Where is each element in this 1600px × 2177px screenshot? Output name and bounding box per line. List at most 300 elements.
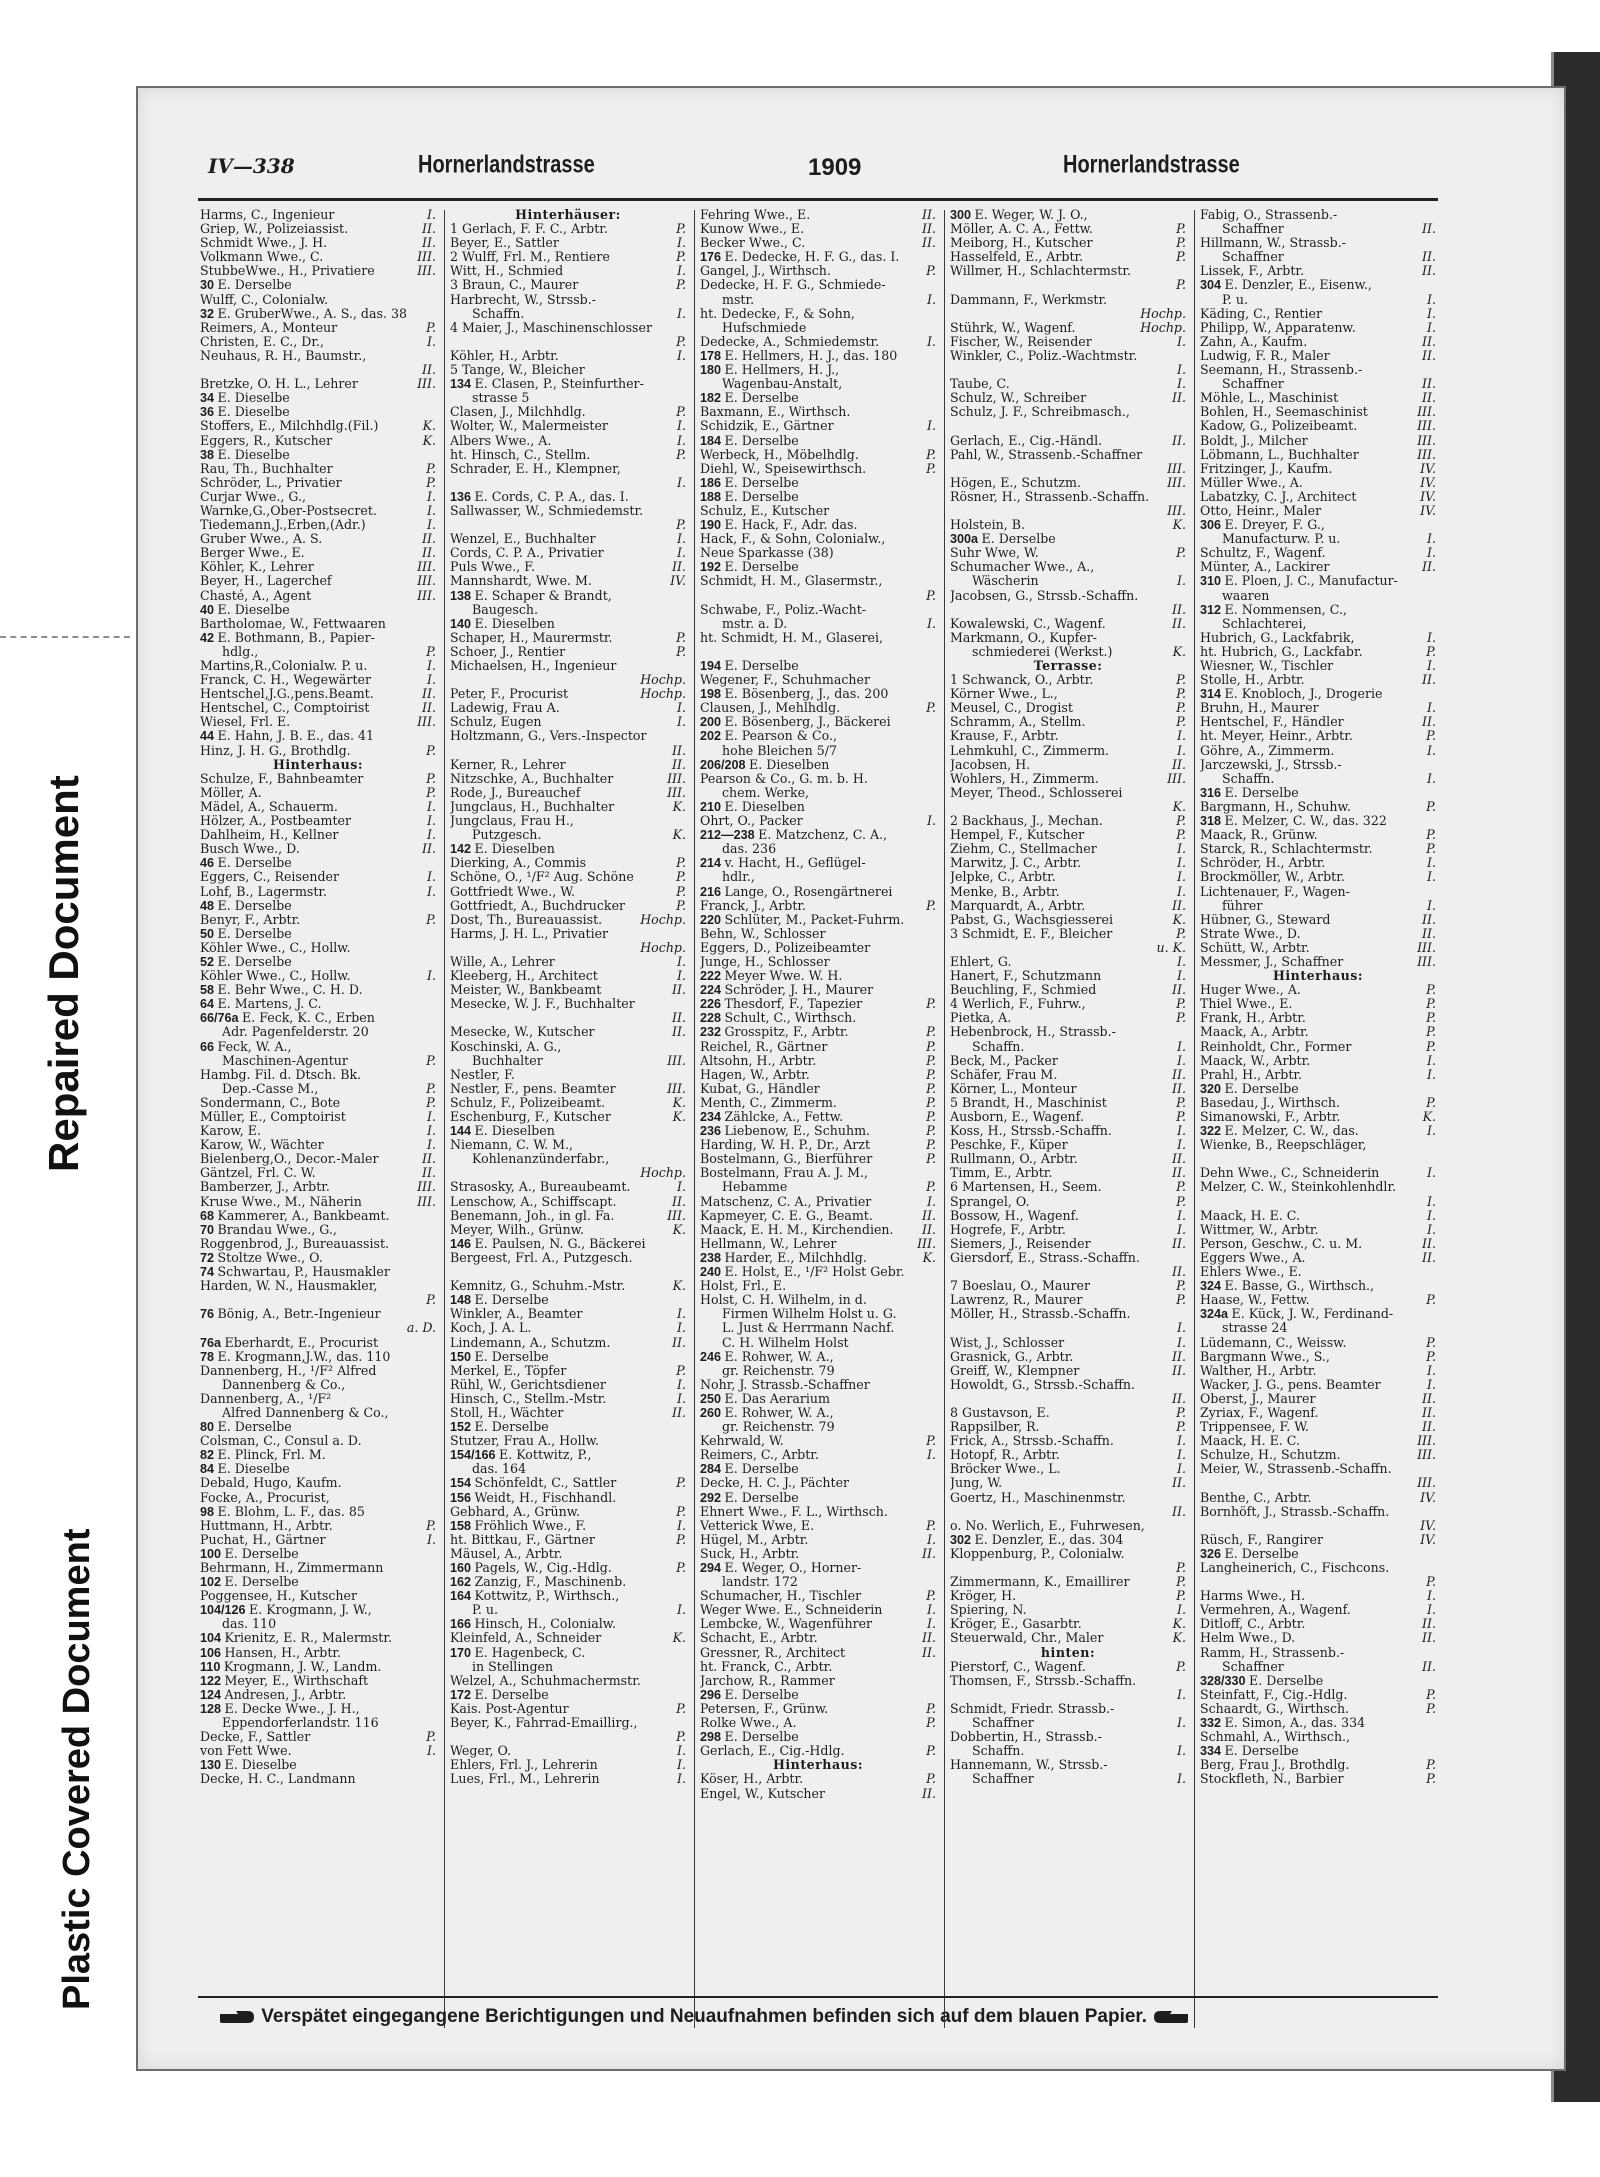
floor-marker: II. xyxy=(672,983,686,998)
directory-entry xyxy=(700,1476,936,1490)
house-number: 110 xyxy=(200,1659,224,1674)
entry-text: Marquardt, A., Arbtr. xyxy=(950,898,1086,913)
floor-marker: I. xyxy=(677,1321,686,1336)
directory-entry xyxy=(1200,1110,1436,1124)
entry-text: das. 236 xyxy=(722,842,777,857)
house-number: 178 xyxy=(700,348,725,363)
entry-text: Prahl, H., Arbtr. xyxy=(1200,1067,1303,1082)
directory-entry xyxy=(450,349,686,363)
directory-entry xyxy=(950,532,1186,546)
directory-entry xyxy=(950,405,1186,419)
entry-text: Dehn Wwe., C., Schneiderin xyxy=(1200,1166,1380,1181)
directory-entry xyxy=(450,1124,686,1138)
entry-text: Bargmann Wwe., S., xyxy=(1200,1349,1330,1364)
entry-text xyxy=(450,476,674,490)
entry-text: Schulz, E., Kutscher xyxy=(700,503,830,518)
floor-marker: K. xyxy=(1172,518,1186,533)
entry-text: 316 E. Derselbe xyxy=(1200,785,1299,800)
floor-marker: II. xyxy=(422,1166,436,1181)
house-number: 42 xyxy=(200,630,218,645)
directory-entry xyxy=(950,1152,1186,1166)
entry-text: Melzer, C. W., Steinkohlenhdlr. xyxy=(1200,1180,1397,1195)
directory-entry xyxy=(1200,1251,1436,1265)
directory-entry xyxy=(450,1491,686,1505)
floor-marker: P. xyxy=(426,912,436,927)
entry-text: Beck, M., Packer xyxy=(950,1053,1058,1068)
entry-text: 178 E. Hellmers, H. J., das. 180 xyxy=(700,348,898,363)
entry-text: hdlr., xyxy=(722,870,755,885)
directory-entry xyxy=(950,1321,1186,1335)
entry-text: 100 E. Derselbe xyxy=(200,1546,299,1561)
entry-text: Rode, J., Bureauchef xyxy=(450,785,581,800)
directory-entry xyxy=(1200,293,1436,307)
entry-text: Siemers, J., Reisender xyxy=(950,1236,1091,1251)
floor-marker: IV. xyxy=(1420,461,1436,476)
directory-entry xyxy=(700,462,936,476)
entry-text: Rühl, W., Gerichtsdiener xyxy=(450,1377,606,1392)
floor-marker: I. xyxy=(427,870,436,885)
entry-text: Kohlenanzünderfabr., xyxy=(472,1152,610,1167)
directory-entry xyxy=(700,1025,936,1039)
directory-entry xyxy=(700,617,936,631)
entry-text: ht. Hubrich, G., Lackfabr. xyxy=(1200,644,1363,659)
directory-entry xyxy=(1200,955,1436,969)
entry-text: Peschke, F., Küper xyxy=(950,1138,1068,1153)
directory-entry xyxy=(700,1110,936,1124)
entry-text: Köhler Wwe., C., Hollw. xyxy=(200,940,351,955)
directory-entry xyxy=(700,1603,936,1617)
floor-marker: II. xyxy=(1422,391,1436,406)
entry-text: Maschinen-Agentur xyxy=(222,1053,348,1068)
entry-text: Münter, A., Lackirer xyxy=(1200,560,1330,575)
entry-text: Stoll, H., Wächter xyxy=(450,1405,564,1420)
floor-marker: P. xyxy=(676,518,686,533)
directory-entry xyxy=(700,1336,936,1350)
entry-text: Hebenbrock, H., Strassb.- xyxy=(950,1025,1116,1040)
floor-marker: I. xyxy=(427,1124,436,1139)
entry-text: Winkler, A., Beamter xyxy=(450,1307,583,1322)
directory-entry xyxy=(950,645,1186,659)
directory-entry xyxy=(450,645,686,659)
floor-marker: P. xyxy=(676,630,686,645)
floor-marker: K. xyxy=(1422,1110,1436,1124)
directory-entry xyxy=(200,744,436,758)
house-number: 36 xyxy=(200,405,218,420)
floor-marker: I. xyxy=(677,1180,686,1195)
house-number: 66 xyxy=(200,1039,218,1054)
street-name-right: Hornerlandstrasse xyxy=(1063,151,1240,179)
directory-entry xyxy=(450,1533,686,1547)
floor-marker: I. xyxy=(677,546,686,561)
directory-entry xyxy=(950,434,1186,448)
entry-text: Dannenberg & Co., xyxy=(222,1377,346,1392)
directory-entry xyxy=(1200,1603,1436,1617)
directory-entry xyxy=(950,1462,1186,1476)
entry-text: Jarchow, R., Rammer xyxy=(700,1673,835,1688)
floor-marker: II. xyxy=(1172,1363,1186,1378)
floor-marker: P. xyxy=(926,1053,936,1068)
entry-text: 232 Grosspitz, F., Arbtr. xyxy=(700,1025,849,1040)
entry-text: Bretzke, O. H. L., Lehrer xyxy=(200,377,358,392)
directory-entry xyxy=(450,518,686,532)
entry-text: Schulz, J. F., Schreibmasch., xyxy=(950,405,1130,420)
house-number: 164 xyxy=(450,1589,475,1604)
house-number: 66/76a xyxy=(200,1011,243,1026)
entry-text: Berger Wwe., E. xyxy=(200,546,305,561)
directory-entry xyxy=(1200,1561,1436,1575)
directory-entry xyxy=(950,250,1186,264)
directory-entry xyxy=(200,1547,436,1561)
directory-entry xyxy=(200,1293,436,1307)
directory-entry xyxy=(700,1702,936,1716)
directory-entry xyxy=(450,758,686,772)
repaired-document-label: Repaired Document xyxy=(40,775,87,1172)
entry-text: Chasté, A., Agent xyxy=(200,588,312,603)
entry-text: 216 Lange, O., Rosengärtnerei xyxy=(700,884,893,899)
floor-marker: P. xyxy=(1176,1405,1186,1420)
floor-marker: P. xyxy=(1426,842,1436,857)
floor-marker: I. xyxy=(1177,969,1186,984)
directory-entry xyxy=(1200,1279,1436,1293)
directory-entry xyxy=(450,856,686,870)
entry-text: Schaffn. xyxy=(472,306,525,321)
directory-entry xyxy=(1200,349,1436,363)
directory-entry xyxy=(700,1561,936,1575)
floor-marker: III. xyxy=(1417,447,1436,462)
entry-text: Möller, A. C. A., Fettw. xyxy=(950,222,1093,237)
directory-entry xyxy=(1200,603,1436,617)
floor-marker: P. xyxy=(426,1293,436,1308)
directory-entry xyxy=(200,278,436,292)
house-number: 300a xyxy=(950,532,982,547)
directory-entry xyxy=(950,617,1186,631)
directory-entry xyxy=(450,1265,686,1279)
floor-marker: IV. xyxy=(1420,503,1436,518)
floor-marker: I. xyxy=(1177,856,1186,871)
entry-text: 184 E. Derselbe xyxy=(700,433,799,448)
directory-entry xyxy=(450,1223,686,1237)
directory-entry xyxy=(200,574,436,588)
entry-text: 226 Thesdorf, F., Tapezier xyxy=(700,997,863,1012)
entry-text: Hentschel, C., Comptoirist xyxy=(200,701,370,716)
directory-entry xyxy=(700,1505,936,1519)
directory-entry xyxy=(950,1350,1186,1364)
directory-entry xyxy=(450,377,686,391)
directory-entry xyxy=(700,391,936,405)
entry-text: Matschenz, C. A., Privatier xyxy=(700,1194,872,1209)
directory-entry xyxy=(700,490,936,504)
entry-text: Eschenburg, F., Kutscher xyxy=(450,1110,611,1124)
entry-text: Köhler, H., Arbtr. xyxy=(450,348,559,363)
directory-entry xyxy=(950,560,1186,574)
house-number: 328/330 xyxy=(1200,1673,1250,1688)
directory-entry xyxy=(450,293,686,307)
entry-text: Högen, E., Schutzm. xyxy=(950,475,1081,490)
floor-marker: P. xyxy=(926,701,936,716)
floor-marker: P. xyxy=(676,1561,686,1575)
directory-entry xyxy=(950,363,1186,377)
entry-text: das. 110 xyxy=(222,1617,277,1632)
entry-text: Spiering, N. xyxy=(950,1603,1027,1618)
entry-text: 142 E. Dieselben xyxy=(450,842,555,857)
floor-marker: I. xyxy=(677,701,686,716)
entry-text: 44 E. Hahn, J. B. E., das. 41 xyxy=(200,729,375,744)
directory-entry xyxy=(700,955,936,969)
floor-marker: III. xyxy=(417,250,436,265)
directory-entry xyxy=(200,1336,436,1350)
directory-entry xyxy=(450,1364,686,1378)
floor-marker: I. xyxy=(677,954,686,969)
floor-marker: P. xyxy=(1426,1772,1436,1787)
entry-text: Lissek, F., Arbtr. xyxy=(1200,264,1305,279)
entry-text: Schulz, W., Schreiber xyxy=(950,391,1087,406)
directory-entry xyxy=(200,1321,436,1335)
directory-entry xyxy=(700,1533,936,1547)
directory-entry xyxy=(1200,1462,1436,1476)
directory-entry xyxy=(700,1631,936,1645)
entry-text: Schröder, L., Privatier xyxy=(200,475,342,490)
entry-text: Schaffn. xyxy=(972,1744,1025,1759)
directory-entry xyxy=(200,1674,436,1688)
directory-entry xyxy=(950,1124,1186,1138)
entry-text: Käding, C., Rentier xyxy=(1200,306,1322,321)
floor-marker: II. xyxy=(922,236,936,251)
entry-text: Vetterick Wwe, E. xyxy=(700,1518,815,1533)
floor-marker: III. xyxy=(417,574,436,589)
floor-marker: I. xyxy=(1427,546,1436,561)
floor-marker: II. xyxy=(672,1011,686,1026)
entry-text: Peter, F., Procurist xyxy=(450,687,569,702)
floor-marker: II. xyxy=(1422,715,1436,730)
entry-text: StubbeWwe., H., Privatiere xyxy=(200,264,375,279)
floor-marker: P. xyxy=(1176,1575,1186,1590)
entry-text: Hogrefe, F., Arbtr. xyxy=(950,1222,1066,1237)
directory-entry xyxy=(450,363,686,377)
floor-marker: I. xyxy=(1427,1222,1436,1237)
entry-text: Dost, Th., Bureauassist. xyxy=(450,912,603,927)
entry-text: Schramm, A., Stellm. xyxy=(950,715,1086,730)
directory-entry xyxy=(1200,1378,1436,1392)
floor-marker: P. xyxy=(426,1518,436,1533)
floor-marker: II. xyxy=(422,842,436,857)
entry-text xyxy=(450,1166,637,1180)
directory-entry xyxy=(450,419,686,433)
directory-entry xyxy=(1200,885,1436,899)
entry-text: 48 E. Derselbe xyxy=(200,898,292,913)
house-number: 82 xyxy=(200,1448,218,1463)
directory-entry xyxy=(700,842,936,856)
floor-marker: I. xyxy=(427,673,436,688)
entry-text: Beyer, H., Lagerchef xyxy=(200,574,332,589)
house-number: 188 xyxy=(700,489,725,504)
directory-entry xyxy=(200,504,436,518)
house-number: 322 xyxy=(1200,1124,1225,1139)
house-number: 324 xyxy=(1200,1279,1225,1294)
directory-entry xyxy=(950,462,1186,476)
floor-marker: P. xyxy=(926,461,936,476)
entry-text: Pahl, W., Strassenb.-Schaffner xyxy=(950,447,1143,462)
directory-entry xyxy=(1200,1646,1436,1660)
entry-text: Pearson & Co., G. m. b. H. xyxy=(700,771,868,786)
floor-marker: I. xyxy=(1177,1448,1186,1463)
entry-text: Harms, J. H. L., Privatier xyxy=(450,926,609,941)
floor-marker: I. xyxy=(927,1603,936,1618)
entry-text: 40 E. Dieselbe xyxy=(200,602,290,617)
directory-entry xyxy=(1200,1505,1436,1519)
directory-entry xyxy=(700,772,936,786)
directory-entry xyxy=(200,870,436,884)
directory-entry xyxy=(1200,1096,1436,1110)
floor-marker: I. xyxy=(677,1744,686,1759)
directory-entry xyxy=(200,1040,436,1054)
directory-entry xyxy=(200,307,436,321)
directory-entry xyxy=(200,1519,436,1533)
entry-text: Weger, O. xyxy=(450,1744,512,1759)
directory-entry xyxy=(950,1364,1186,1378)
directory-entry xyxy=(200,490,436,504)
entry-text xyxy=(1200,1195,1424,1209)
floor-marker: III. xyxy=(417,1194,436,1209)
entry-text: Hanert, F., Schutzmann xyxy=(950,969,1102,984)
floor-marker: I. xyxy=(1177,1772,1186,1787)
entry-text: Eggers Wwe., A. xyxy=(1200,1250,1306,1265)
directory-entry xyxy=(1200,1758,1436,1772)
directory-entry xyxy=(200,983,436,997)
floor-marker: III. xyxy=(417,560,436,575)
directory-entry xyxy=(450,603,686,617)
house-number: 212—238 xyxy=(700,828,759,843)
entry-text: Mannshardt, Wwe. M. xyxy=(450,574,592,589)
directory-entry xyxy=(700,574,936,588)
entry-text: Bergeest, Frl. A., Putzgesch. xyxy=(450,1250,633,1265)
entry-text: 138 E. Schaper & Brandt, xyxy=(450,588,612,603)
entry-text: Starck, R., Schlachtermstr. xyxy=(1200,842,1373,857)
entry-text: 250 E. Das Aerarium xyxy=(700,1391,830,1406)
entry-text xyxy=(950,363,1174,377)
entry-text: Niemann, C. W. M., xyxy=(450,1138,574,1153)
floor-marker: P. xyxy=(1176,1589,1186,1604)
directory-entry xyxy=(200,1688,436,1702)
floor-marker: III. xyxy=(1417,433,1436,448)
directory-entry xyxy=(450,321,686,335)
entry-text: Hambg. Fil. d. Dtsch. Bk. xyxy=(200,1067,362,1082)
floor-marker: Hochp. xyxy=(640,673,686,688)
entry-text: Schaardt, G., Wirthsch. xyxy=(1200,1701,1350,1716)
directory-column-1 xyxy=(200,208,436,2038)
directory-entry xyxy=(700,1364,936,1378)
entry-text: 190 E. Hack, F., Adr. das. xyxy=(700,518,858,533)
house-number: 48 xyxy=(200,898,218,913)
directory-entry xyxy=(950,504,1186,518)
entry-text: in Stellingen xyxy=(472,1659,554,1674)
directory-entry xyxy=(450,1237,686,1251)
entry-text: 306 E. Dreyer, F. G., xyxy=(1200,518,1325,533)
directory-entry xyxy=(700,1716,936,1730)
house-number: 76a xyxy=(200,1335,225,1350)
directory-entry xyxy=(1200,1166,1436,1180)
floor-marker: III. xyxy=(667,785,686,800)
entry-text: Kleeberg, H., Architect xyxy=(450,969,598,984)
directory-entry xyxy=(200,1223,436,1237)
entry-text: ht. Franck, C., Arbtr. xyxy=(700,1659,833,1674)
floor-marker: III. xyxy=(917,1236,936,1251)
directory-entry xyxy=(450,1180,686,1194)
entry-text: Philipp, W., Apparatenw. xyxy=(1200,320,1356,335)
entry-text: Bamberzer, J., Arbtr. xyxy=(200,1180,330,1195)
entry-text: Sondermann, C., Bote xyxy=(200,1095,341,1110)
floor-marker: II. xyxy=(422,1152,436,1167)
directory-entry xyxy=(1200,744,1436,758)
floor-marker: I. xyxy=(1427,743,1436,758)
directory-entry xyxy=(200,927,436,941)
floor-marker: II. xyxy=(1422,1420,1436,1435)
floor-marker: III. xyxy=(417,264,436,279)
floor-marker: II. xyxy=(1422,560,1436,575)
directory-entry xyxy=(200,885,436,899)
directory-entry xyxy=(700,448,936,462)
entry-text: Menke, B., Arbtr. xyxy=(950,884,1060,899)
house-number: 74 xyxy=(200,1265,218,1280)
floor-marker: III. xyxy=(667,1081,686,1096)
entry-text: 30 E. Derselbe xyxy=(200,278,292,293)
directory-entry xyxy=(450,617,686,631)
directory-entry xyxy=(200,1758,436,1772)
directory-entry xyxy=(950,744,1186,758)
entry-text: Pietka, A. xyxy=(950,1011,1012,1026)
floor-marker: P. xyxy=(676,884,686,899)
directory-entry xyxy=(200,589,436,603)
directory-entry xyxy=(200,250,436,264)
directory-entry xyxy=(200,405,436,419)
directory-entry xyxy=(1200,1152,1436,1166)
floor-marker: II. xyxy=(922,1222,936,1237)
entry-text: 2 Wulff, Frl. M., Rentiere xyxy=(450,250,610,265)
directory-entry xyxy=(200,391,436,405)
entry-text: 328/330 E. Derselbe xyxy=(1200,1673,1324,1688)
entry-text: Schaffner xyxy=(1222,250,1284,265)
directory-entry xyxy=(950,1519,1186,1533)
floor-marker: I. xyxy=(677,433,686,448)
floor-marker: K. xyxy=(922,1250,936,1265)
entry-text xyxy=(950,504,1164,518)
floor-marker: P. xyxy=(1176,278,1186,293)
directory-entry xyxy=(1200,208,1436,222)
directory-entry xyxy=(200,1138,436,1152)
directory-entry xyxy=(1200,715,1436,729)
entry-text: Pierstorf, C., Wagenf. xyxy=(950,1659,1086,1674)
floor-marker: K. xyxy=(672,1279,686,1294)
floor-marker: P. xyxy=(426,320,436,335)
floor-marker: IV. xyxy=(1420,475,1436,490)
directory-entry xyxy=(200,941,436,955)
entry-text: Roggenbrod, J., Bureauassist. xyxy=(200,1236,390,1251)
floor-marker: I. xyxy=(1177,1138,1186,1153)
entry-text: Tiedemann,J.,Erben,(Adr.) xyxy=(200,518,366,533)
directory-entry xyxy=(1200,1195,1436,1209)
house-number: 186 xyxy=(700,475,725,490)
section-heading xyxy=(700,1758,936,1772)
entry-text: Person, Geschw., C. u. M. xyxy=(1200,1236,1363,1251)
floor-marker: I. xyxy=(927,1448,936,1463)
entry-text: Dep.-Casse M., xyxy=(222,1081,319,1096)
entry-text: Schröder, H., Arbtr. xyxy=(1200,856,1326,871)
directory-entry xyxy=(950,1730,1186,1744)
entry-text: Beyer, K., Fahrrad-Emaillirg., xyxy=(450,1716,638,1731)
entry-text: 170 E. Hagenbeck, C. xyxy=(450,1645,586,1660)
directory-entry xyxy=(1200,1138,1436,1152)
floor-marker: P. xyxy=(926,1152,936,1167)
house-number: 170 xyxy=(450,1645,475,1660)
